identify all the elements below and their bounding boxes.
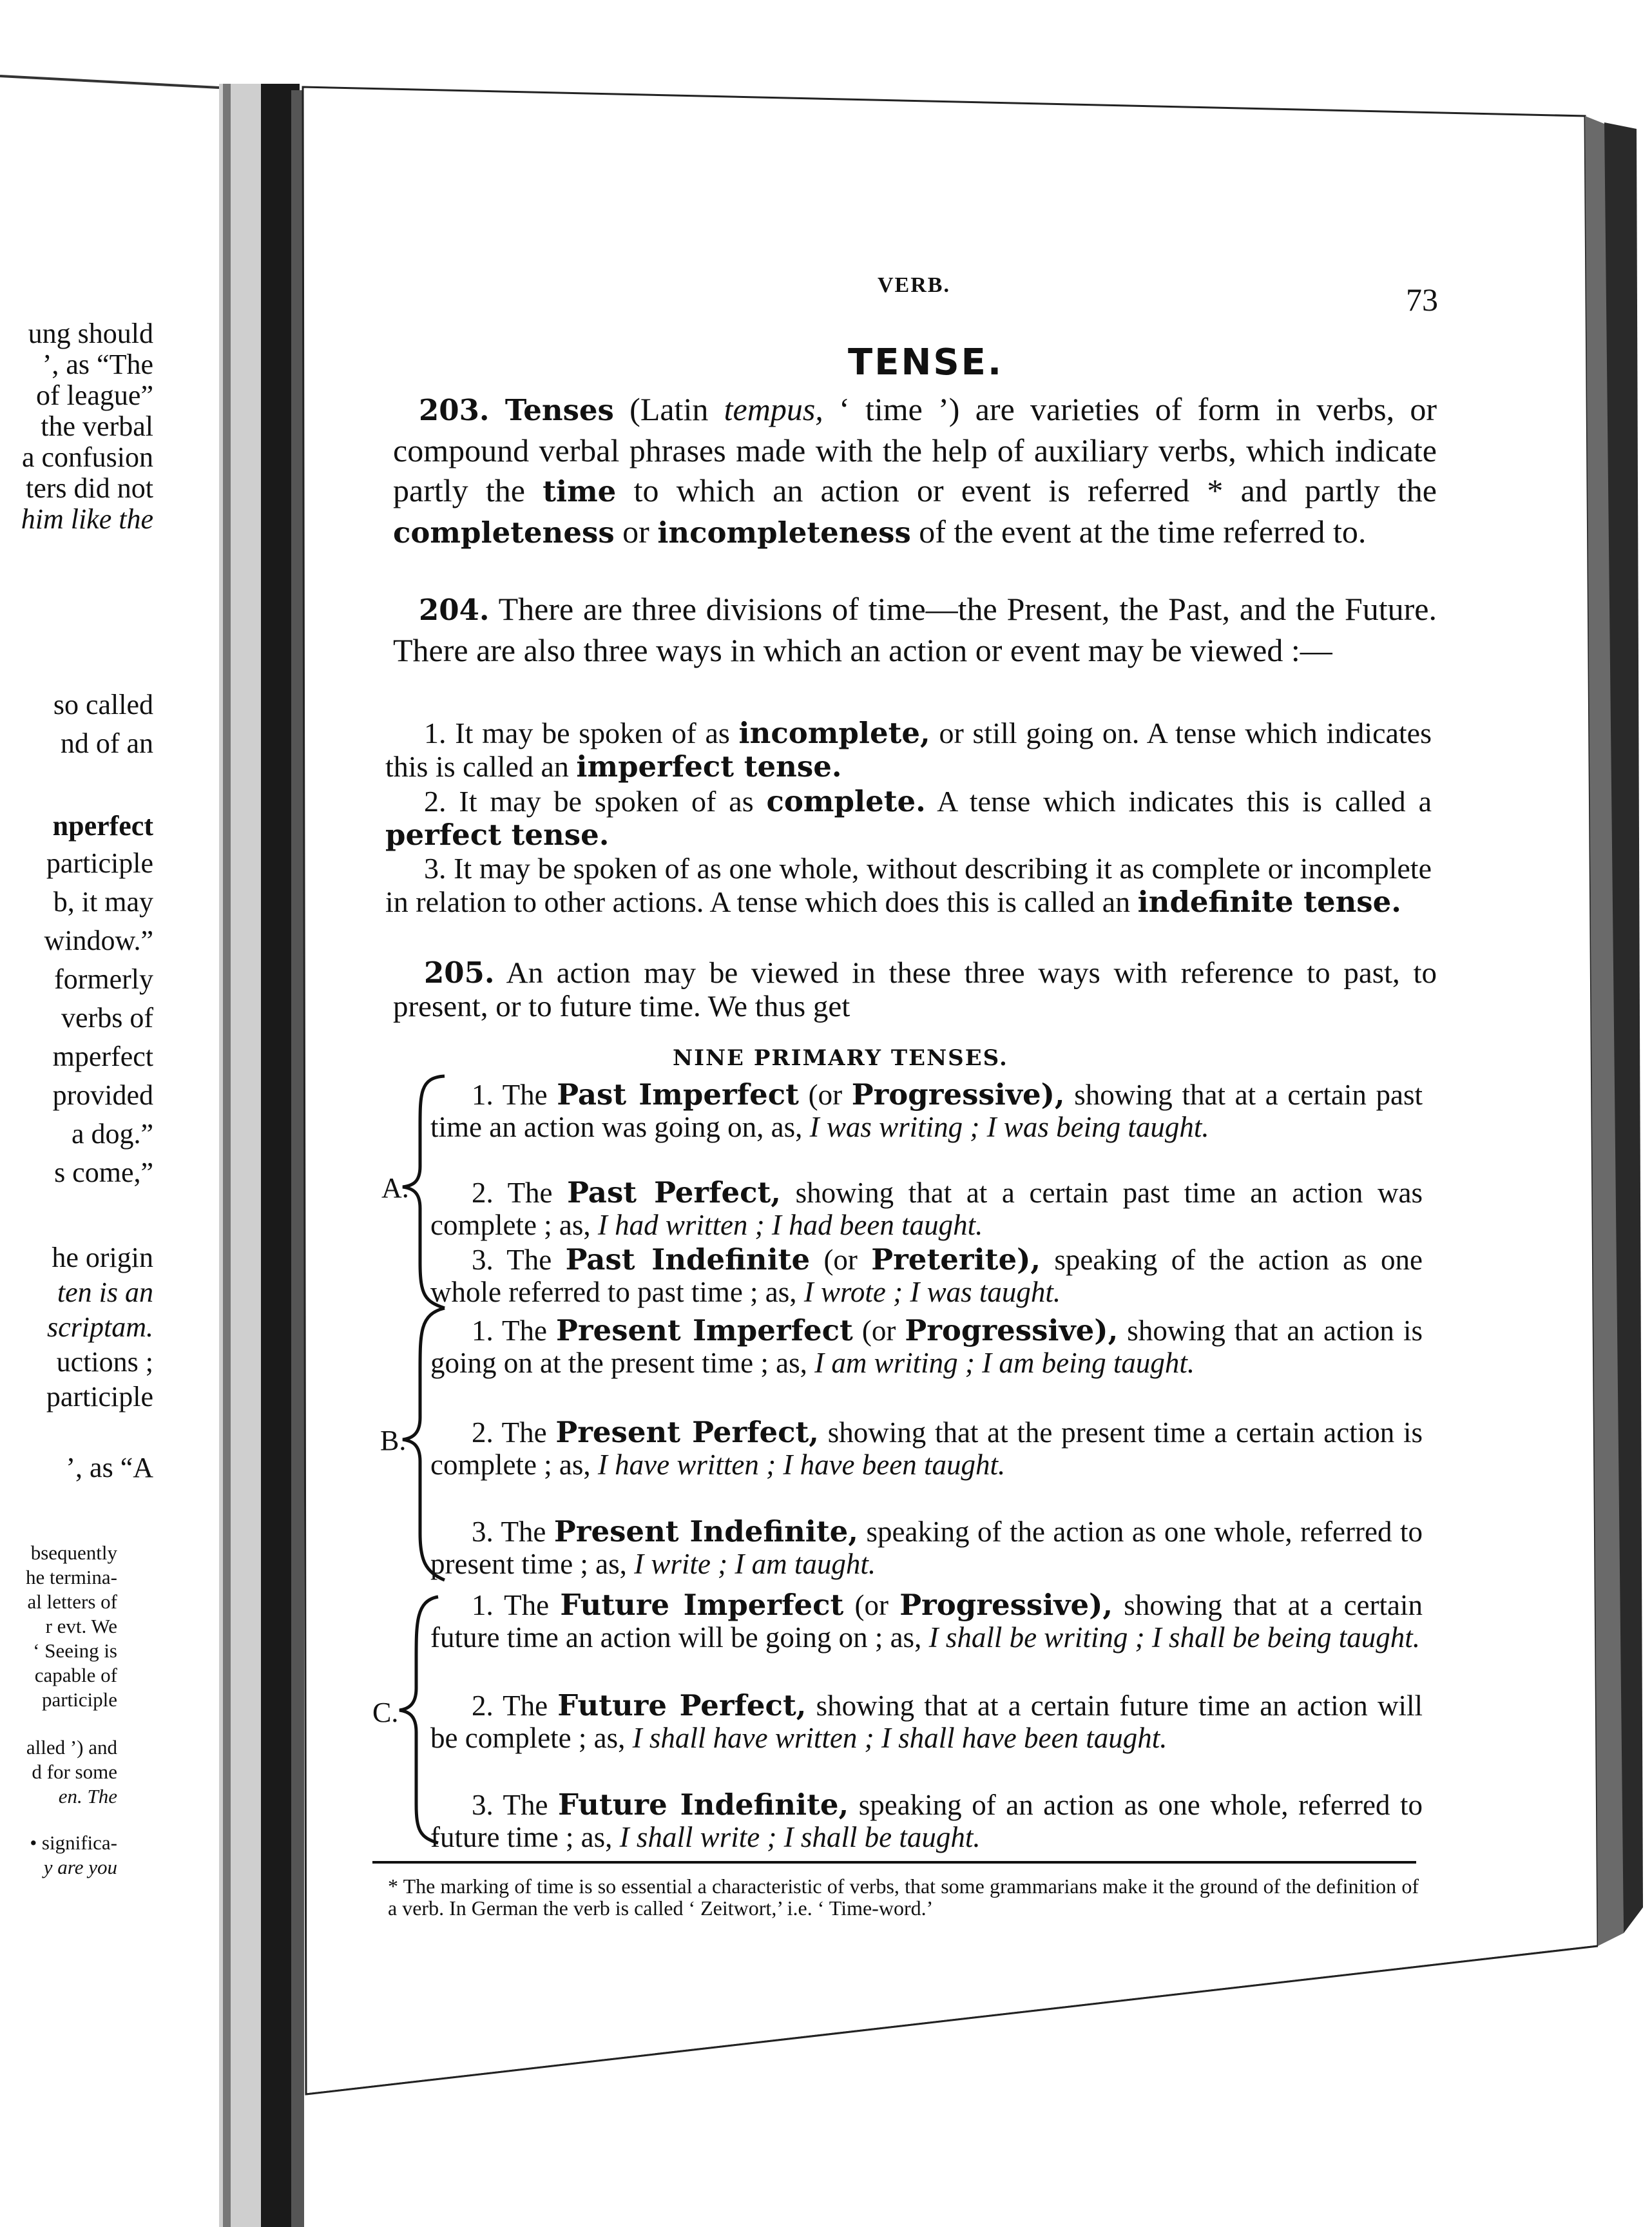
left-page-footnote-line: • significa- [30,1831,117,1854]
left-page-line: him like the [21,503,153,535]
item-number: 2. [424,785,447,818]
item-text: It may be spoken of as [446,717,739,749]
left-page-line: nd of an [60,728,153,759]
paragraph-204 [393,589,1437,670]
left-page-line: a dog.” [71,1118,153,1150]
item-keyword: incomplete, [738,716,930,750]
left-page-line: participle [46,847,153,879]
term-completeness: completeness [393,516,615,550]
tense-name: Present Perfect, [555,1415,819,1449]
item-number: 1. [472,1079,494,1111]
tense-name: Past Imperfect [557,1077,799,1112]
example: I have written ; I have been taught. [597,1449,1006,1481]
item-text: speaking of the action as one whole referred to past time ; as, [430,1244,1423,1308]
item-text: It may be spoken of as [446,785,767,818]
left-page-line: the verbal [41,410,153,442]
left-page-line: so called [53,689,153,720]
left-page-line: ten is an [57,1277,153,1308]
item-text: (or [810,1244,872,1276]
paragraph-text: ‘ time ’) are varieties of form in verbs, or compound verbal phrases made with the help of auxiliary verbs, which indicate partly the [393,391,1437,508]
item-text: or still going on. A tense which indicates this is called an [385,717,1432,783]
term-time: time [543,474,617,508]
left-page-line: provided [52,1079,153,1111]
left-page-line: verbs of [61,1002,153,1034]
tense-name: Past Indefinite [565,1242,811,1277]
left-page-line: nperfect [52,810,153,842]
footnote-rule [372,1861,1416,1864]
paragraph-203 [393,389,1437,553]
item-text: (or [852,1315,905,1347]
tense-item [430,1244,1423,1308]
footnote: * The marking of time is so essential a characteristic of verbs, that some grammarians make it the ground of the definition of a verb. In German the verb is called ‘ Zeitwort,’ i.e. ‘ Time-word.’ [388,1875,1419,1920]
group-label-a: A. [381,1172,409,1204]
group-label-b: B. [380,1425,407,1456]
example: I shall have written ; I shall have been taught. [632,1722,1167,1754]
item-text: showing that at the present time a certain action is complete ; as, [430,1416,1423,1481]
section-title: TENSE. [848,342,1004,383]
item-text: showing that an action is going on at the present time ; as, [430,1315,1423,1379]
way-item [385,852,1432,919]
item-number: 2. [472,1177,494,1209]
left-page-line: mperfect [52,1041,153,1072]
paragraph-number: 204. [419,593,490,627]
left-page-line: ’, as “A [66,1452,153,1483]
paragraph-number: 203. [419,393,490,427]
example: I was writing ; I was being taught. [809,1111,1209,1143]
left-page-footnote-line: participle [41,1688,117,1711]
left-page-line: b, it may [53,886,153,918]
tense-name: Future Imperfect [560,1588,844,1622]
item-text: showing that at a certain past time an action was complete ; as, [430,1177,1423,1241]
tense-item [430,1177,1423,1241]
left-page-footnote-line: y are you [43,1856,117,1878]
left-page-line: participle [46,1381,153,1412]
tense-name: Present Imperfect [556,1313,853,1347]
tense-name: Future Indefinite, [558,1788,849,1822]
left-page-line: he origin [52,1242,153,1273]
item-number: 3. [472,1244,494,1276]
item-text: speaking of the action as one whole, referred to present time ; as, [430,1516,1423,1580]
way-item [385,717,1432,784]
item-number: 3. [424,852,447,885]
left-page-line: a confusion [21,441,153,473]
item-number: 1. [472,1589,494,1621]
item-text: The [493,1315,557,1347]
tense-name: Past Perfect, [567,1175,781,1210]
item-text: showing that at a certain past time an action was going on, as, [430,1079,1423,1143]
left-page-line: formerly [54,963,153,995]
tense-item [430,1315,1423,1379]
left-page-line: of league” [36,380,153,411]
paragraph-text: to which an action or event is referred * and partly the [616,472,1437,508]
item-text: It may be spoken of as one whole, without describing it as complete or incomplete in relation to other actions. A tense which does this is called an [385,852,1432,918]
left-page-footnote-line: ‘ Seeing is [33,1639,117,1662]
item-number: 2. [472,1416,494,1449]
item-number: 1. [472,1315,494,1347]
example: I shall be writing ; I shall be being taught. [928,1621,1421,1653]
paragraph-text: (Latin [613,391,724,427]
item-text: The [493,1516,554,1548]
paragraph-text: There are three divisions of time—the Present, the Past, and the Future. There are also three ways in which an action or event may be viewed :— [393,591,1437,668]
item-term: perfect tense. [385,818,610,852]
tense-alt-name: Progressive), [905,1313,1119,1347]
tense-item [430,1789,1423,1853]
item-text: The [493,1079,557,1111]
way-item [385,785,1432,852]
item-number: 3. [472,1516,494,1548]
item-text: (or [843,1589,900,1621]
left-page-footnote-line: al letters of [27,1590,117,1613]
left-page-footnote-line: r evt. We [45,1615,117,1637]
item-text: speaking of an action as one whole, referred to future time ; as, [430,1789,1423,1853]
tense-alt-name: Progressive), [851,1077,1065,1112]
left-page-line: uctions ; [56,1346,153,1378]
item-text: The [493,1690,558,1722]
tense-item [430,1516,1423,1580]
left-page-footnote-line: he termina- [25,1566,117,1588]
item-number: 1. [424,717,447,749]
left-page-footnote-line: alled ’) and [26,1736,117,1759]
paragraph-205 [393,956,1437,1023]
latin-term: tempus, [724,391,823,427]
tense-item [430,1416,1423,1481]
item-text: The [493,1416,556,1449]
tense-item [430,1079,1423,1143]
item-term: indefinite tense. [1137,885,1401,919]
paragraph-text: of the event at the time referred to. [910,514,1367,550]
paragraph-number: 205. [424,956,495,990]
left-page-footnote-line: capable of [34,1664,117,1686]
left-page-line: ’, as “The [42,349,153,380]
left-page-line: ters did not [26,472,153,504]
tense-item [430,1690,1423,1754]
group-label-c: C. [372,1697,399,1728]
item-number: 2. [472,1690,494,1722]
tense-name: Future Perfect, [557,1688,807,1722]
tense-name: Present Indefinite, [553,1514,858,1548]
tense-alt-name: Preterite), [871,1242,1041,1277]
subheading: NINE PRIMARY TENSES. [673,1045,1008,1071]
left-page-footnote-line: bsequently [30,1541,117,1564]
example: I had written ; I had been taught. [597,1209,983,1241]
example: I wrote ; I was taught. [803,1276,1061,1308]
item-text: The [493,1589,561,1621]
left-page [0,0,277,2227]
item-text: (or [798,1079,852,1111]
tense-item [430,1589,1423,1653]
item-text: The [493,1789,558,1821]
left-page-footnote-line: en. The [58,1785,117,1808]
left-page-footnote-line: d for some [32,1760,117,1783]
page-number: 73 [1406,282,1438,318]
item-text: The [493,1244,566,1276]
example: I am writing ; I am being taught. [814,1347,1195,1379]
item-text: A tense which indicates this is called a [925,785,1432,818]
left-page-line: window.” [44,925,153,956]
paragraph-text: An action may be viewed in these three ways with reference to past, to present, or to future time. We thus get [393,956,1437,1023]
example: I shall write ; I shall be taught. [619,1821,981,1853]
item-number: 3. [472,1789,494,1821]
left-page-line: ung should [28,318,153,349]
item-text: showing that at a certain future time an action will be going on ; as, [430,1589,1423,1653]
item-text: The [493,1177,568,1209]
item-text: showing that at a certain future time an action will be complete ; as, [430,1690,1423,1754]
item-keyword: complete. [766,784,926,818]
term-tenses: Tenses [504,393,614,427]
running-head: VERB. [878,273,950,297]
term-incompleteness: incompleteness [657,516,911,550]
item-term: imperfect tense. [576,749,842,784]
left-page-line: scriptam. [47,1311,153,1343]
paragraph-text: or [614,514,658,550]
example: I write ; I am taught. [634,1548,876,1580]
left-page-line: s come,” [54,1157,153,1188]
tense-alt-name: Progressive), [899,1588,1113,1622]
